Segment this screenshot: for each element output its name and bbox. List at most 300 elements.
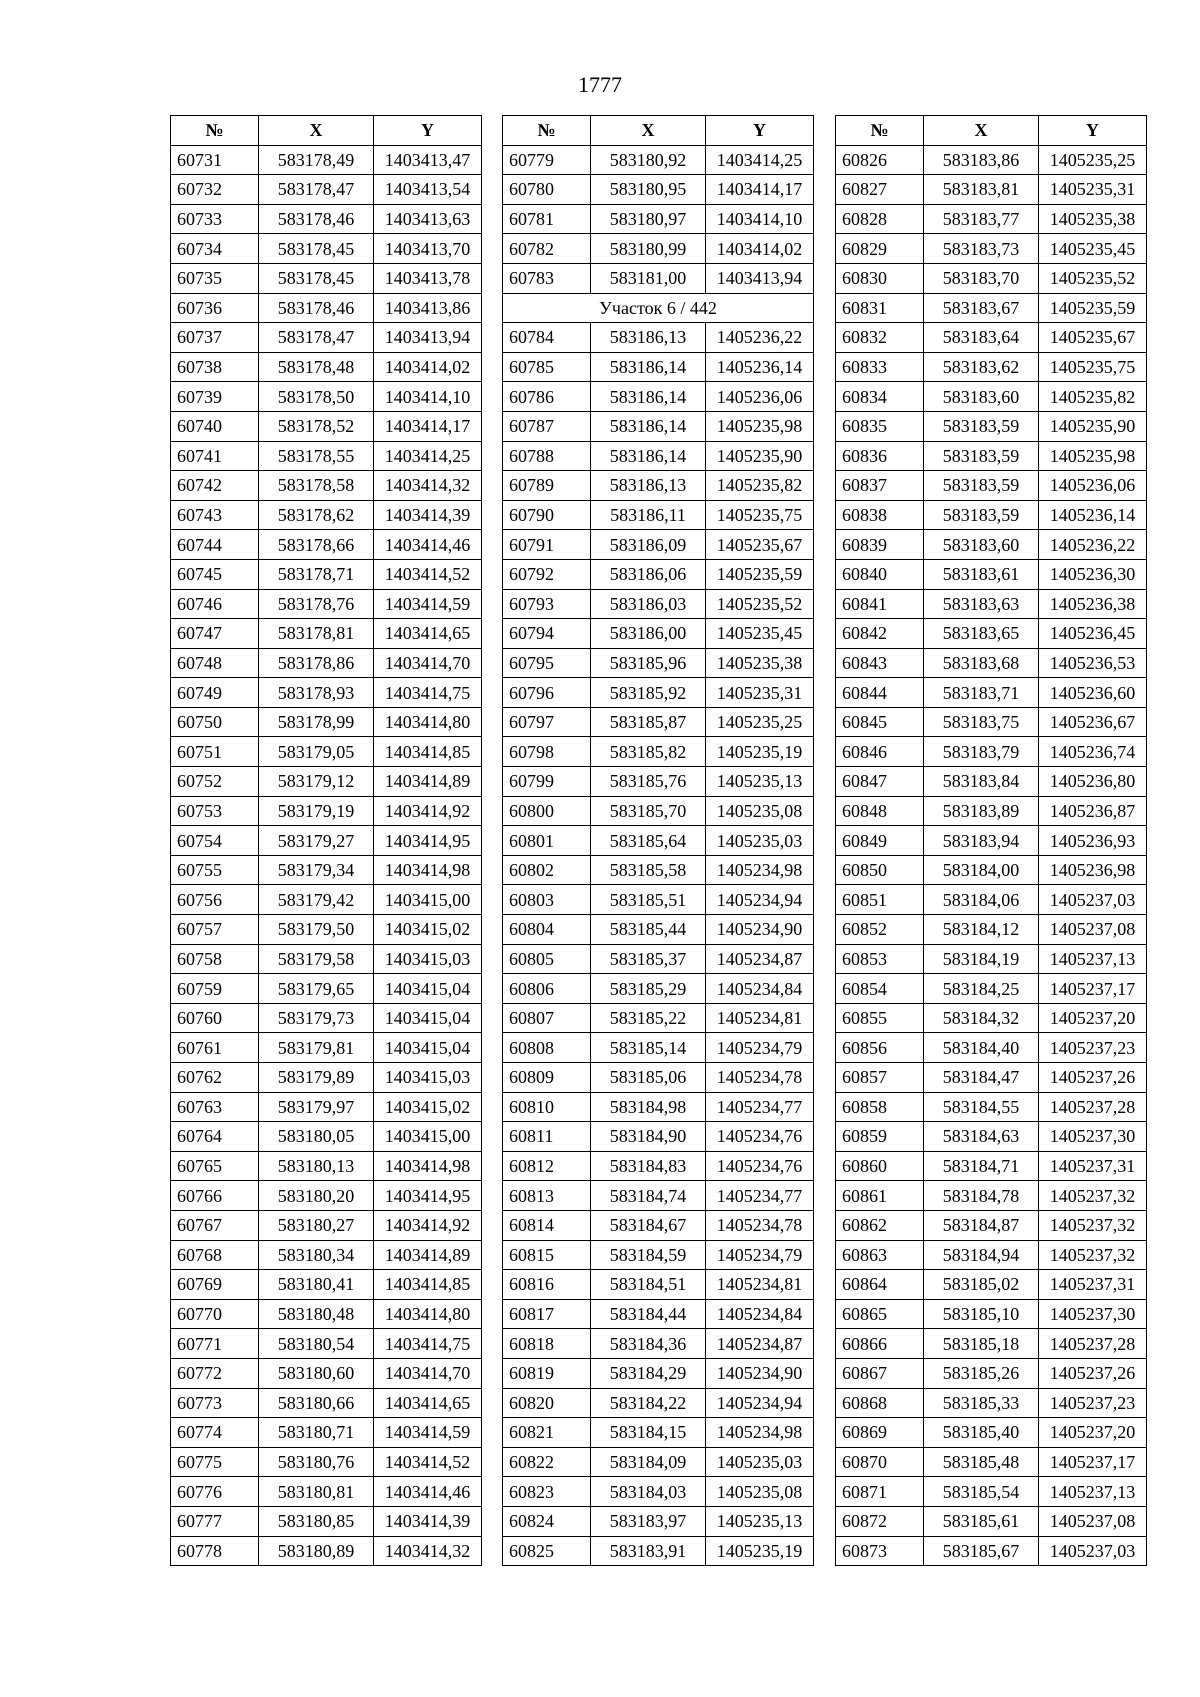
y-coordinate-cell: 1405235,90 xyxy=(706,441,814,471)
x-coordinate-cell: 583180,89 xyxy=(259,1536,374,1566)
point-number-cell: 60839 xyxy=(836,530,924,560)
x-coordinate-cell: 583178,46 xyxy=(259,293,374,323)
table-row xyxy=(171,737,482,767)
x-coordinate-cell: 583183,73 xyxy=(924,234,1039,264)
x-coordinate-cell: 583184,55 xyxy=(924,1092,1039,1122)
x-coordinate-cell: 583183,68 xyxy=(924,648,1039,678)
y-coordinate-cell: 1405235,75 xyxy=(1039,352,1147,382)
table-row xyxy=(836,855,1147,885)
y-coordinate-cell: 1405234,98 xyxy=(706,1418,814,1448)
x-coordinate-cell: 583185,54 xyxy=(924,1477,1039,1507)
y-coordinate-cell: 1405235,45 xyxy=(706,619,814,649)
table-row xyxy=(836,1092,1147,1122)
point-number-cell: 60832 xyxy=(836,323,924,353)
point-number-cell: 60860 xyxy=(836,1151,924,1181)
table-row xyxy=(836,1447,1147,1477)
x-coordinate-cell: 583178,76 xyxy=(259,589,374,619)
x-coordinate-cell: 583178,66 xyxy=(259,530,374,560)
x-coordinate-cell: 583183,61 xyxy=(924,559,1039,589)
point-number-cell: 60753 xyxy=(171,796,259,826)
x-coordinate-cell: 583184,06 xyxy=(924,885,1039,915)
x-coordinate-cell: 583184,40 xyxy=(924,1033,1039,1063)
table-row xyxy=(171,145,482,175)
table-row xyxy=(503,441,814,471)
point-number-cell: 60810 xyxy=(503,1092,591,1122)
table-row xyxy=(171,530,482,560)
x-coordinate-cell: 583180,71 xyxy=(259,1418,374,1448)
y-coordinate-cell: 1405236,22 xyxy=(1039,530,1147,560)
point-number-cell: 60864 xyxy=(836,1270,924,1300)
table-row xyxy=(503,1270,814,1300)
x-coordinate-cell: 583185,06 xyxy=(591,1063,706,1093)
y-coordinate-cell: 1405234,90 xyxy=(706,915,814,945)
x-coordinate-cell: 583185,44 xyxy=(591,915,706,945)
y-coordinate-cell: 1403414,59 xyxy=(374,589,482,619)
table-row xyxy=(836,1270,1147,1300)
x-coordinate-cell: 583178,93 xyxy=(259,678,374,708)
column-header-y: Y xyxy=(374,116,482,146)
x-coordinate-cell: 583183,86 xyxy=(924,145,1039,175)
table-row xyxy=(503,974,814,1004)
x-coordinate-cell: 583183,64 xyxy=(924,323,1039,353)
table-row xyxy=(503,855,814,885)
y-coordinate-cell: 1405235,45 xyxy=(1039,234,1147,264)
x-coordinate-cell: 583179,34 xyxy=(259,855,374,885)
y-coordinate-cell: 1405234,77 xyxy=(706,1092,814,1122)
x-coordinate-cell: 583180,76 xyxy=(259,1447,374,1477)
x-coordinate-cell: 583179,19 xyxy=(259,796,374,826)
point-number-cell: 60793 xyxy=(503,589,591,619)
y-coordinate-cell: 1403414,98 xyxy=(374,855,482,885)
y-coordinate-cell: 1405236,22 xyxy=(706,323,814,353)
y-coordinate-cell: 1403414,32 xyxy=(374,471,482,501)
column-header-x: X xyxy=(259,116,374,146)
point-number-cell: 60805 xyxy=(503,944,591,974)
point-number-cell: 60792 xyxy=(503,559,591,589)
table-row xyxy=(171,411,482,441)
y-coordinate-cell: 1405236,14 xyxy=(1039,500,1147,530)
table-row xyxy=(836,915,1147,945)
x-coordinate-cell: 583180,66 xyxy=(259,1388,374,1418)
table-row xyxy=(503,1181,814,1211)
x-coordinate-cell: 583179,50 xyxy=(259,915,374,945)
table-row xyxy=(171,619,482,649)
table-row xyxy=(503,204,814,234)
point-number-cell: 60833 xyxy=(836,352,924,382)
table-row xyxy=(503,530,814,560)
table-row xyxy=(171,500,482,530)
point-number-cell: 60830 xyxy=(836,263,924,293)
point-number-cell: 60836 xyxy=(836,441,924,471)
point-number-cell: 60842 xyxy=(836,619,924,649)
x-coordinate-cell: 583183,67 xyxy=(924,293,1039,323)
table-row xyxy=(503,1092,814,1122)
table-row xyxy=(503,1506,814,1536)
x-coordinate-cell: 583178,47 xyxy=(259,323,374,353)
y-coordinate-cell: 1403413,94 xyxy=(374,323,482,353)
table-row xyxy=(171,944,482,974)
table-row xyxy=(503,1447,814,1477)
table-row xyxy=(836,234,1147,264)
point-number-cell: 60770 xyxy=(171,1299,259,1329)
point-number-cell: 60795 xyxy=(503,648,591,678)
point-number-cell: 60800 xyxy=(503,796,591,826)
y-coordinate-cell: 1403414,80 xyxy=(374,1299,482,1329)
table-row xyxy=(171,1122,482,1152)
y-coordinate-cell: 1403415,02 xyxy=(374,1092,482,1122)
table-row xyxy=(503,323,814,353)
table-row xyxy=(171,1151,482,1181)
y-coordinate-cell: 1405236,60 xyxy=(1039,678,1147,708)
point-number-cell: 60809 xyxy=(503,1063,591,1093)
y-coordinate-cell: 1405235,38 xyxy=(706,648,814,678)
x-coordinate-cell: 583180,97 xyxy=(591,204,706,234)
table-row xyxy=(836,382,1147,412)
point-number-cell: 60840 xyxy=(836,559,924,589)
point-number-cell: 60819 xyxy=(503,1358,591,1388)
table-row xyxy=(171,1270,482,1300)
table-row xyxy=(171,915,482,945)
y-coordinate-cell: 1405237,28 xyxy=(1039,1329,1147,1359)
table-row xyxy=(836,471,1147,501)
y-coordinate-cell: 1403415,04 xyxy=(374,974,482,1004)
point-number-cell: 60844 xyxy=(836,678,924,708)
table-row xyxy=(836,559,1147,589)
point-number-cell: 60757 xyxy=(171,915,259,945)
y-coordinate-cell: 1405236,53 xyxy=(1039,648,1147,678)
point-number-cell: 60802 xyxy=(503,855,591,885)
table-row xyxy=(836,1181,1147,1211)
y-coordinate-cell: 1403413,86 xyxy=(374,293,482,323)
x-coordinate-cell: 583179,81 xyxy=(259,1033,374,1063)
x-coordinate-cell: 583184,44 xyxy=(591,1299,706,1329)
point-number-cell: 60856 xyxy=(836,1033,924,1063)
y-coordinate-cell: 1403414,10 xyxy=(374,382,482,412)
table-header-row xyxy=(503,116,814,146)
y-coordinate-cell: 1405237,17 xyxy=(1039,1447,1147,1477)
table-row xyxy=(503,175,814,205)
x-coordinate-cell: 583185,76 xyxy=(591,767,706,797)
x-coordinate-cell: 583179,27 xyxy=(259,826,374,856)
table-row xyxy=(836,500,1147,530)
x-coordinate-cell: 583178,50 xyxy=(259,382,374,412)
table-row xyxy=(503,678,814,708)
table-row xyxy=(503,767,814,797)
y-coordinate-cell: 1405236,80 xyxy=(1039,767,1147,797)
table-row xyxy=(171,648,482,678)
y-coordinate-cell: 1405237,13 xyxy=(1039,944,1147,974)
table-row xyxy=(836,885,1147,915)
point-number-cell: 60869 xyxy=(836,1418,924,1448)
point-number-cell: 60820 xyxy=(503,1388,591,1418)
point-number-cell: 60816 xyxy=(503,1270,591,1300)
table-row xyxy=(836,1210,1147,1240)
table-row xyxy=(836,1329,1147,1359)
table-row xyxy=(171,352,482,382)
point-number-cell: 60813 xyxy=(503,1181,591,1211)
y-coordinate-cell: 1405235,25 xyxy=(706,707,814,737)
table-row xyxy=(503,145,814,175)
table-row xyxy=(503,796,814,826)
point-number-cell: 60806 xyxy=(503,974,591,1004)
table-row xyxy=(503,411,814,441)
y-coordinate-cell: 1405234,87 xyxy=(706,944,814,974)
x-coordinate-cell: 583178,45 xyxy=(259,263,374,293)
y-coordinate-cell: 1405237,32 xyxy=(1039,1181,1147,1211)
point-number-cell: 60827 xyxy=(836,175,924,205)
point-number-cell: 60774 xyxy=(171,1418,259,1448)
point-number-cell: 60837 xyxy=(836,471,924,501)
x-coordinate-cell: 583180,60 xyxy=(259,1358,374,1388)
point-number-cell: 60736 xyxy=(171,293,259,323)
point-number-cell: 60797 xyxy=(503,707,591,737)
y-coordinate-cell: 1405237,13 xyxy=(1039,1477,1147,1507)
table-row xyxy=(836,737,1147,767)
x-coordinate-cell: 583183,97 xyxy=(591,1506,706,1536)
table-row xyxy=(503,885,814,915)
table-row xyxy=(171,1358,482,1388)
table-row xyxy=(171,559,482,589)
point-number-cell: 60787 xyxy=(503,411,591,441)
y-coordinate-cell: 1403414,70 xyxy=(374,648,482,678)
x-coordinate-cell: 583184,74 xyxy=(591,1181,706,1211)
x-coordinate-cell: 583186,13 xyxy=(591,471,706,501)
y-coordinate-cell: 1405237,08 xyxy=(1039,1506,1147,1536)
table-row xyxy=(171,1240,482,1270)
point-number-cell: 60762 xyxy=(171,1063,259,1093)
x-coordinate-cell: 583184,90 xyxy=(591,1122,706,1152)
y-coordinate-cell: 1405234,84 xyxy=(706,1299,814,1329)
table-row xyxy=(171,1210,482,1240)
coordinates-table xyxy=(170,115,482,1566)
table-row xyxy=(836,619,1147,649)
table-row xyxy=(503,1329,814,1359)
point-number-cell: 60799 xyxy=(503,767,591,797)
y-coordinate-cell: 1405235,38 xyxy=(1039,204,1147,234)
y-coordinate-cell: 1405234,87 xyxy=(706,1329,814,1359)
table-row xyxy=(836,1388,1147,1418)
table-row xyxy=(171,796,482,826)
table-row xyxy=(836,1151,1147,1181)
y-coordinate-cell: 1405235,03 xyxy=(706,826,814,856)
point-number-cell: 60780 xyxy=(503,175,591,205)
x-coordinate-cell: 583183,59 xyxy=(924,471,1039,501)
point-number-cell: 60785 xyxy=(503,352,591,382)
y-coordinate-cell: 1403414,17 xyxy=(706,175,814,205)
x-coordinate-cell: 583184,25 xyxy=(924,974,1039,1004)
point-number-cell: 60761 xyxy=(171,1033,259,1063)
table-row xyxy=(836,1033,1147,1063)
table-row xyxy=(503,1210,814,1240)
y-coordinate-cell: 1405234,76 xyxy=(706,1151,814,1181)
point-number-cell: 60759 xyxy=(171,974,259,1004)
y-coordinate-cell: 1403413,63 xyxy=(374,204,482,234)
x-coordinate-cell: 583180,85 xyxy=(259,1506,374,1536)
y-coordinate-cell: 1403415,04 xyxy=(374,1033,482,1063)
table-row xyxy=(503,382,814,412)
table-row xyxy=(171,1329,482,1359)
point-number-cell: 60828 xyxy=(836,204,924,234)
table-row xyxy=(836,1477,1147,1507)
y-coordinate-cell: 1403415,00 xyxy=(374,1122,482,1152)
x-coordinate-cell: 583180,20 xyxy=(259,1181,374,1211)
y-coordinate-cell: 1405237,32 xyxy=(1039,1210,1147,1240)
x-coordinate-cell: 583180,95 xyxy=(591,175,706,205)
x-coordinate-cell: 583185,18 xyxy=(924,1329,1039,1359)
table-row xyxy=(503,1477,814,1507)
table-row xyxy=(171,1063,482,1093)
point-number-cell: 60786 xyxy=(503,382,591,412)
y-coordinate-cell: 1403414,89 xyxy=(374,1240,482,1270)
table-row xyxy=(171,589,482,619)
y-coordinate-cell: 1405237,08 xyxy=(1039,915,1147,945)
x-coordinate-cell: 583179,12 xyxy=(259,767,374,797)
x-coordinate-cell: 583179,73 xyxy=(259,1003,374,1033)
point-number-cell: 60867 xyxy=(836,1358,924,1388)
point-number-cell: 60851 xyxy=(836,885,924,915)
x-coordinate-cell: 583183,60 xyxy=(924,382,1039,412)
y-coordinate-cell: 1405237,03 xyxy=(1039,885,1147,915)
point-number-cell: 60738 xyxy=(171,352,259,382)
point-number-cell: 60744 xyxy=(171,530,259,560)
x-coordinate-cell: 583186,14 xyxy=(591,352,706,382)
x-coordinate-cell: 583184,67 xyxy=(591,1210,706,1240)
point-number-cell: 60739 xyxy=(171,382,259,412)
y-coordinate-cell: 1403414,46 xyxy=(374,1477,482,1507)
point-number-cell: 60772 xyxy=(171,1358,259,1388)
table-row xyxy=(836,796,1147,826)
y-coordinate-cell: 1405235,98 xyxy=(1039,441,1147,471)
x-coordinate-cell: 583179,65 xyxy=(259,974,374,1004)
table-row xyxy=(171,678,482,708)
y-coordinate-cell: 1403414,92 xyxy=(374,796,482,826)
x-coordinate-cell: 583184,29 xyxy=(591,1358,706,1388)
y-coordinate-cell: 1403414,39 xyxy=(374,500,482,530)
table-row xyxy=(836,441,1147,471)
x-coordinate-cell: 583183,89 xyxy=(924,796,1039,826)
x-coordinate-cell: 583183,71 xyxy=(924,678,1039,708)
x-coordinate-cell: 583185,48 xyxy=(924,1447,1039,1477)
column-header-y: Y xyxy=(1039,116,1147,146)
y-coordinate-cell: 1405236,93 xyxy=(1039,826,1147,856)
y-coordinate-cell: 1405237,20 xyxy=(1039,1418,1147,1448)
table-row xyxy=(171,1477,482,1507)
x-coordinate-cell: 583183,91 xyxy=(591,1536,706,1566)
x-coordinate-cell: 583178,47 xyxy=(259,175,374,205)
point-number-cell: 60831 xyxy=(836,293,924,323)
point-number-cell: 60764 xyxy=(171,1122,259,1152)
point-number-cell: 60779 xyxy=(503,145,591,175)
table-row xyxy=(171,323,482,353)
y-coordinate-cell: 1403414,59 xyxy=(374,1418,482,1448)
point-number-cell: 60824 xyxy=(503,1506,591,1536)
y-coordinate-cell: 1405235,03 xyxy=(706,1447,814,1477)
point-number-cell: 60755 xyxy=(171,855,259,885)
point-number-cell: 60818 xyxy=(503,1329,591,1359)
x-coordinate-cell: 583184,15 xyxy=(591,1418,706,1448)
x-coordinate-cell: 583184,22 xyxy=(591,1388,706,1418)
x-coordinate-cell: 583185,33 xyxy=(924,1388,1039,1418)
page-number: 1777 xyxy=(578,72,622,97)
x-coordinate-cell: 583183,81 xyxy=(924,175,1039,205)
point-number-cell: 60748 xyxy=(171,648,259,678)
table-row xyxy=(171,263,482,293)
y-coordinate-cell: 1405234,77 xyxy=(706,1181,814,1211)
point-number-cell: 60843 xyxy=(836,648,924,678)
point-number-cell: 60749 xyxy=(171,678,259,708)
y-coordinate-cell: 1405235,67 xyxy=(1039,323,1147,353)
y-coordinate-cell: 1403414,75 xyxy=(374,1329,482,1359)
y-coordinate-cell: 1405234,78 xyxy=(706,1210,814,1240)
y-coordinate-cell: 1403415,03 xyxy=(374,1063,482,1093)
point-number-cell: 60790 xyxy=(503,500,591,530)
table-row xyxy=(836,1299,1147,1329)
x-coordinate-cell: 583178,62 xyxy=(259,500,374,530)
x-coordinate-cell: 583184,98 xyxy=(591,1092,706,1122)
table-row xyxy=(171,234,482,264)
x-coordinate-cell: 583184,12 xyxy=(924,915,1039,945)
x-coordinate-cell: 583180,81 xyxy=(259,1477,374,1507)
table-row xyxy=(503,1151,814,1181)
y-coordinate-cell: 1405237,26 xyxy=(1039,1358,1147,1388)
x-coordinate-cell: 583180,27 xyxy=(259,1210,374,1240)
x-coordinate-cell: 583180,92 xyxy=(591,145,706,175)
point-number-cell: 60862 xyxy=(836,1210,924,1240)
y-coordinate-cell: 1403413,78 xyxy=(374,263,482,293)
point-number-cell: 60834 xyxy=(836,382,924,412)
point-number-cell: 60789 xyxy=(503,471,591,501)
x-coordinate-cell: 583184,63 xyxy=(924,1122,1039,1152)
point-number-cell: 60859 xyxy=(836,1122,924,1152)
table-row xyxy=(171,1536,482,1566)
y-coordinate-cell: 1403413,94 xyxy=(706,263,814,293)
point-number-cell: 60758 xyxy=(171,944,259,974)
y-coordinate-cell: 1403414,95 xyxy=(374,826,482,856)
y-coordinate-cell: 1405236,87 xyxy=(1039,796,1147,826)
y-coordinate-cell: 1405237,23 xyxy=(1039,1033,1147,1063)
x-coordinate-cell: 583184,19 xyxy=(924,944,1039,974)
table-row xyxy=(836,204,1147,234)
x-coordinate-cell: 583183,84 xyxy=(924,767,1039,797)
point-number-cell: 60845 xyxy=(836,707,924,737)
x-coordinate-cell: 583178,58 xyxy=(259,471,374,501)
point-number-cell: 60826 xyxy=(836,145,924,175)
x-coordinate-cell: 583183,59 xyxy=(924,441,1039,471)
point-number-cell: 60872 xyxy=(836,1506,924,1536)
y-coordinate-cell: 1403414,65 xyxy=(374,619,482,649)
point-number-cell: 60734 xyxy=(171,234,259,264)
table-row xyxy=(503,737,814,767)
table-row xyxy=(503,589,814,619)
table-row xyxy=(503,1003,814,1033)
x-coordinate-cell: 583184,03 xyxy=(591,1477,706,1507)
table-row xyxy=(836,974,1147,1004)
point-number-cell: 60866 xyxy=(836,1329,924,1359)
y-coordinate-cell: 1405237,23 xyxy=(1039,1388,1147,1418)
point-number-cell: 60868 xyxy=(836,1388,924,1418)
y-coordinate-cell: 1405237,26 xyxy=(1039,1063,1147,1093)
table-row xyxy=(836,175,1147,205)
point-number-cell: 60788 xyxy=(503,441,591,471)
x-coordinate-cell: 583185,87 xyxy=(591,707,706,737)
y-coordinate-cell: 1405236,14 xyxy=(706,352,814,382)
x-coordinate-cell: 583186,13 xyxy=(591,323,706,353)
x-coordinate-cell: 583184,00 xyxy=(924,855,1039,885)
point-number-cell: 60811 xyxy=(503,1122,591,1152)
y-coordinate-cell: 1405234,78 xyxy=(706,1063,814,1093)
x-coordinate-cell: 583181,00 xyxy=(591,263,706,293)
y-coordinate-cell: 1403415,00 xyxy=(374,885,482,915)
